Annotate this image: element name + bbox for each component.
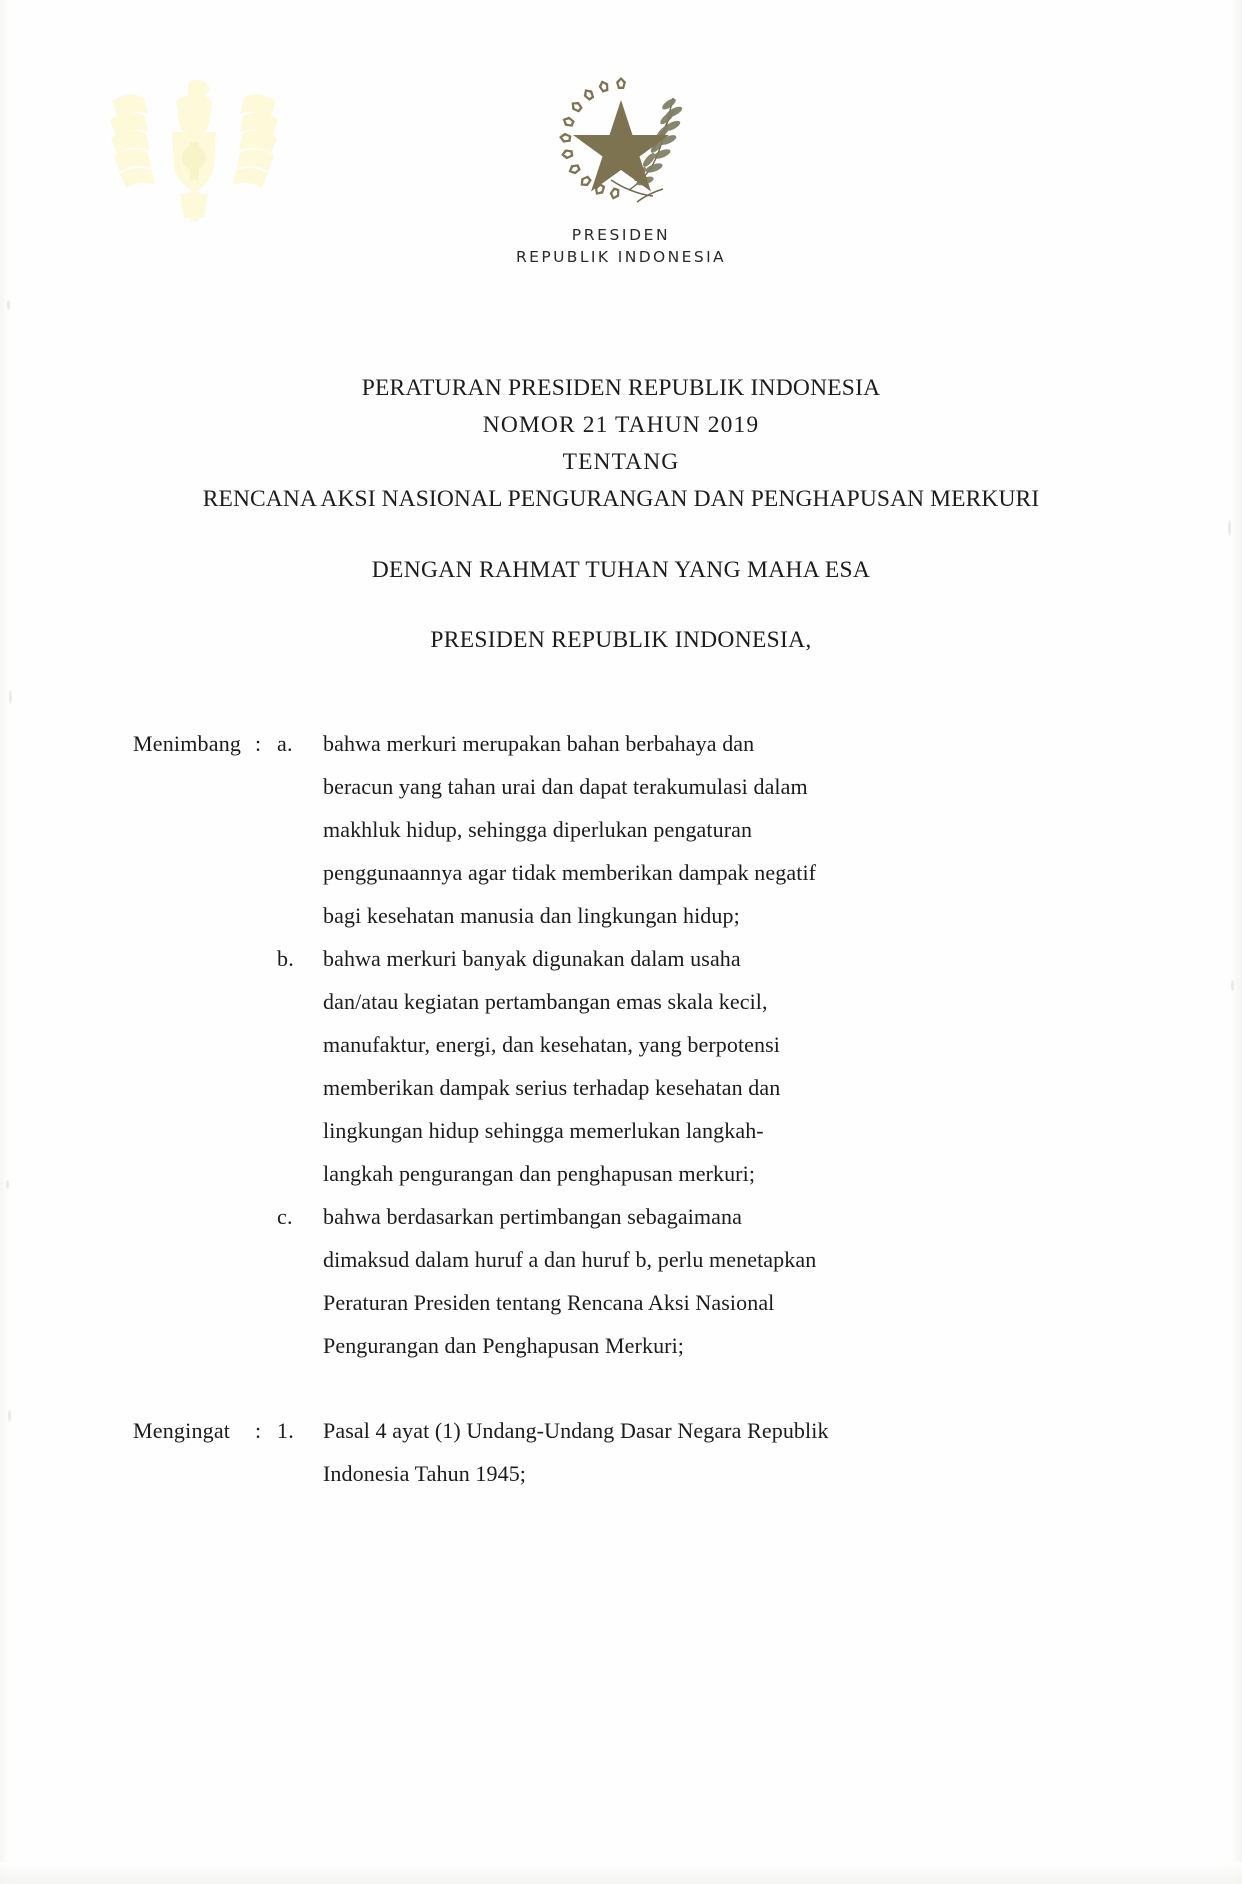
clause-line: penggunaannya agar tidak memberikan dampak negatif [323,860,817,885]
clause-marker: b. [277,946,294,971]
clause-marker: 1. [277,1418,294,1443]
clause-line: Pasal 4 ayat (1) Undang-Undang Dasar Negara Republik [323,1418,829,1443]
clause-item [277,1195,1152,1367]
clause-item [277,937,1152,1195]
section-menimbang [0,722,1242,1367]
section-colon-mengingat: : [255,1418,262,1443]
header-presiden: PRESIDEN [571,226,671,244]
title-regulation-type: PERATURAN PRESIDEN REPUBLIK INDONESIA [361,375,881,401]
section-items-mengingat [277,1409,1242,1495]
clause-text [323,1195,1152,1367]
section-colon-menimbang: : [255,731,262,756]
title-subject: RENCANA AKSI NASIONAL PENGURANGAN DAN PENGHAPUSAN MERKURI [202,486,1040,512]
clause-marker: a. [277,731,293,756]
clause-line: bagi kesehatan manusia dan lingkungan hidup; [323,903,740,928]
clause-item [277,1409,1152,1495]
clause-marker: c. [277,1204,293,1229]
clause-line: Indonesia Tahun 1945; [323,1461,527,1486]
clause-line: langkah pengurangan dan penghapusan merkuri; [323,1161,756,1186]
clauses-container [0,722,1242,1495]
clause-item [277,722,1152,937]
document-title-block [0,370,1242,518]
section-label-mengingat: Mengingat [133,1418,231,1443]
section-label-menimbang: Menimbang [133,731,242,756]
clause-line: bahwa merkuri merupakan bahan berbahaya dan [323,731,755,756]
clause-text [323,937,1152,1195]
document-header [0,224,1242,268]
clause-line: Pengurangan dan Penghapusan Merkuri; [323,1333,685,1358]
scan-speck [9,690,12,704]
clause-text [323,1409,1152,1495]
garuda-watermark-icon [104,58,284,223]
clause-text [323,722,1152,937]
invocation-line: DENGAN RAHMAT TUHAN YANG MAHA ESA [371,557,871,583]
scan-speck [7,300,10,310]
header-republik-indonesia: REPUBLIK INDONESIA [515,248,727,266]
clause-line: manufaktur, energi, dan kesehatan, yang berpotensi [323,1032,780,1057]
clause-line: makhluk hidup, sehingga diperlukan pengaturan [323,817,753,842]
garuda-pancasila-emblem-icon [541,62,701,212]
title-number-year: NOMOR 21 TAHUN 2019 [482,412,760,438]
clause-line: memberikan dampak serius terhadap kesehatan dan [323,1075,781,1100]
section-items-menimbang [277,722,1242,1367]
authority-line: PRESIDEN REPUBLIK INDONESIA, [430,627,812,653]
scan-speck [1228,520,1231,536]
section-mengingat [0,1409,1242,1495]
clause-line: dan/atau kegiatan pertambangan emas skala kecil, [323,989,768,1014]
clause-line: dimaksud dalam huruf a dan huruf b, perlu menetapkan [323,1247,817,1272]
clause-line: bahwa berdasarkan pertimbangan sebagaimana [323,1204,742,1229]
clause-line: lingkungan hidup sehingga memerlukan langkah- [323,1118,764,1143]
title-about-label: TENTANG [562,449,680,475]
clause-line: Peraturan Presiden tentang Rencana Aksi Nasional [323,1290,775,1315]
scan-edge-bottom [0,1862,1242,1884]
clause-line: bahwa merkuri banyak digunakan dalam usaha [323,946,741,971]
clause-line: beracun yang tahan urai dan dapat terakumulasi dalam [323,774,808,799]
